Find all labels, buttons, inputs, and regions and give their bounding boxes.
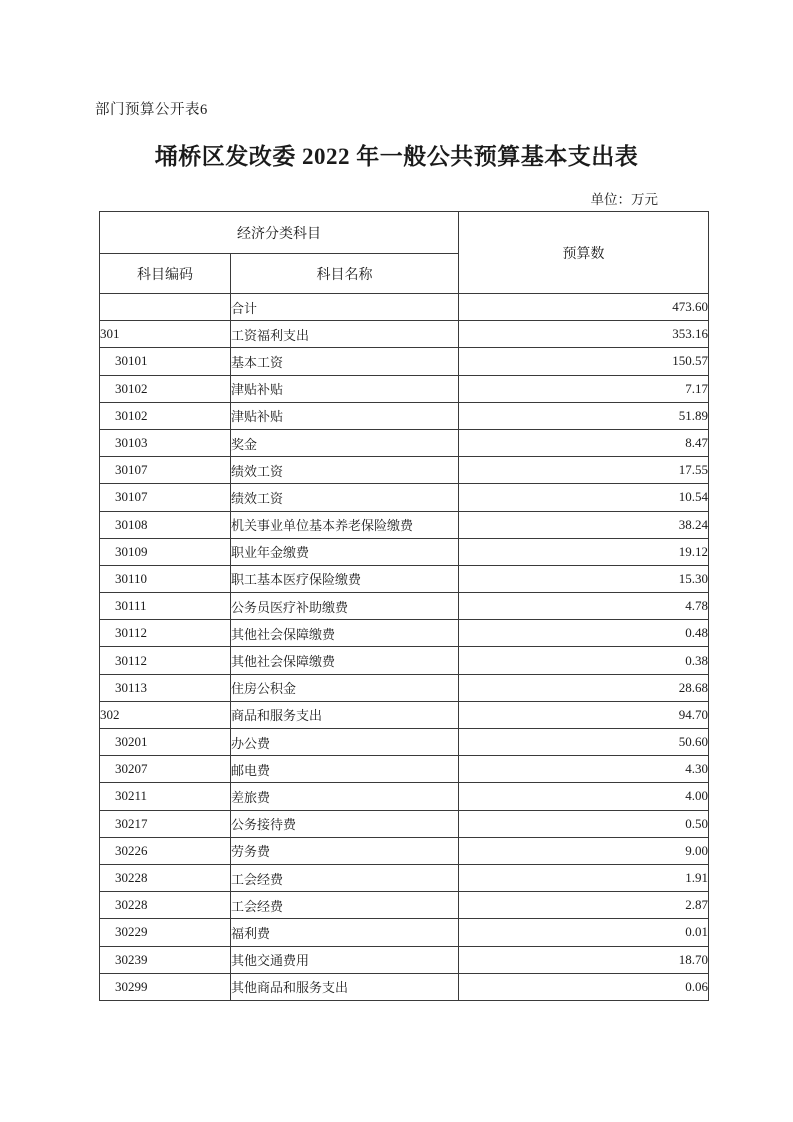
header-subject-name: 科目名称 <box>231 254 459 294</box>
table-row <box>100 701 709 728</box>
table-row <box>100 756 709 783</box>
cell-subject-name: 劳务费 <box>231 837 459 864</box>
cell-budget-value: 2.87 <box>459 892 709 919</box>
cell-budget-value: 38.24 <box>459 511 709 538</box>
cell-subject-name: 工会经费 <box>231 864 459 891</box>
cell-budget-value: 18.70 <box>459 946 709 973</box>
cell-subject-code: 30112 <box>100 620 231 647</box>
cell-budget-value: 0.06 <box>459 973 709 1000</box>
cell-subject-code: 30102 <box>100 375 231 402</box>
table-row <box>100 402 709 429</box>
doc-label: 部门预算公开表6 <box>95 102 208 118</box>
cell-subject-name: 合计 <box>231 294 459 321</box>
cell-subject-code: 30211 <box>100 783 231 810</box>
cell-budget-value: 7.17 <box>459 375 709 402</box>
cell-budget-value: 51.89 <box>459 402 709 429</box>
cell-subject-code: 301 <box>100 321 231 348</box>
table-row <box>100 538 709 565</box>
cell-budget-value: 4.00 <box>459 783 709 810</box>
cell-subject-name: 职工基本医疗保险缴费 <box>231 565 459 592</box>
page-title: 埇桥区发改委 2022 年一般公共预算基本支出表 <box>154 144 639 169</box>
cell-budget-value: 9.00 <box>459 837 709 864</box>
cell-subject-code: 30109 <box>100 538 231 565</box>
cell-subject-code: 30228 <box>100 864 231 891</box>
cell-subject-code: 30201 <box>100 729 231 756</box>
table-row <box>100 864 709 891</box>
table-row <box>100 565 709 592</box>
cell-subject-code: 30113 <box>100 674 231 701</box>
cell-budget-value: 0.48 <box>459 620 709 647</box>
table-row <box>100 783 709 810</box>
header-budget-amount: 预算数 <box>459 212 709 294</box>
header-economic-category: 经济分类科目 <box>100 212 459 254</box>
table-header <box>100 212 709 294</box>
cell-subject-name: 福利费 <box>231 919 459 946</box>
header-row-group <box>100 212 709 254</box>
table-row <box>100 511 709 538</box>
cell-budget-value: 28.68 <box>459 674 709 701</box>
cell-budget-value: 4.78 <box>459 593 709 620</box>
unit-label: 单位：万元 <box>590 192 658 207</box>
table-row <box>100 946 709 973</box>
table-row <box>100 593 709 620</box>
cell-subject-code: 302 <box>100 701 231 728</box>
cell-subject-code: 30112 <box>100 647 231 674</box>
cell-subject-name: 办公费 <box>231 729 459 756</box>
cell-subject-name: 差旅费 <box>231 783 459 810</box>
cell-budget-value: 19.12 <box>459 538 709 565</box>
cell-subject-code: 30299 <box>100 973 231 1000</box>
table-row <box>100 620 709 647</box>
table-row <box>100 647 709 674</box>
table-row <box>100 348 709 375</box>
cell-budget-value: 15.30 <box>459 565 709 592</box>
cell-subject-code <box>100 294 231 321</box>
cell-subject-name: 公务接待费 <box>231 810 459 837</box>
header-subject-code: 科目编码 <box>100 254 231 294</box>
cell-subject-name: 工资福利支出 <box>231 321 459 348</box>
table-row <box>100 837 709 864</box>
cell-subject-name: 奖金 <box>231 429 459 456</box>
cell-subject-name: 工会经费 <box>231 892 459 919</box>
cell-budget-value: 150.57 <box>459 348 709 375</box>
cell-subject-code: 30239 <box>100 946 231 973</box>
cell-budget-value: 50.60 <box>459 729 709 756</box>
cell-budget-value: 94.70 <box>459 701 709 728</box>
cell-subject-name: 其他社会保障缴费 <box>231 620 459 647</box>
cell-budget-value: 10.54 <box>459 484 709 511</box>
cell-subject-name: 公务员医疗补助缴费 <box>231 593 459 620</box>
cell-subject-code: 30111 <box>100 593 231 620</box>
cell-subject-name: 其他交通费用 <box>231 946 459 973</box>
cell-subject-code: 30107 <box>100 457 231 484</box>
cell-subject-code: 30108 <box>100 511 231 538</box>
cell-subject-code: 30207 <box>100 756 231 783</box>
cell-subject-name: 邮电费 <box>231 756 459 783</box>
cell-budget-value: 4.30 <box>459 756 709 783</box>
table-row <box>100 457 709 484</box>
cell-subject-name: 绩效工资 <box>231 484 459 511</box>
cell-budget-value: 0.01 <box>459 919 709 946</box>
table-row <box>100 973 709 1000</box>
cell-subject-name: 机关事业单位基本养老保险缴费 <box>231 511 459 538</box>
cell-subject-code: 30110 <box>100 565 231 592</box>
table-row <box>100 429 709 456</box>
cell-budget-value: 473.60 <box>459 294 709 321</box>
table-row <box>100 321 709 348</box>
budget-table <box>99 211 709 1001</box>
table-row <box>100 484 709 511</box>
table-row <box>100 375 709 402</box>
table-row <box>100 674 709 701</box>
table-row <box>100 810 709 837</box>
table-body <box>100 294 709 1001</box>
cell-subject-name: 其他商品和服务支出 <box>231 973 459 1000</box>
cell-budget-value: 0.50 <box>459 810 709 837</box>
cell-subject-name: 基本工资 <box>231 348 459 375</box>
table-row <box>100 294 709 321</box>
table-row <box>100 892 709 919</box>
cell-subject-code: 30107 <box>100 484 231 511</box>
cell-subject-name: 职业年金缴费 <box>231 538 459 565</box>
cell-subject-code: 30228 <box>100 892 231 919</box>
cell-budget-value: 8.47 <box>459 429 709 456</box>
cell-budget-value: 1.91 <box>459 864 709 891</box>
cell-subject-code: 30102 <box>100 402 231 429</box>
cell-subject-code: 30229 <box>100 919 231 946</box>
table-row <box>100 729 709 756</box>
cell-subject-name: 津贴补贴 <box>231 375 459 402</box>
cell-subject-name: 商品和服务支出 <box>231 701 459 728</box>
cell-subject-name: 绩效工资 <box>231 457 459 484</box>
cell-subject-name: 其他社会保障缴费 <box>231 647 459 674</box>
cell-subject-name: 津贴补贴 <box>231 402 459 429</box>
cell-budget-value: 353.16 <box>459 321 709 348</box>
cell-subject-code: 30103 <box>100 429 231 456</box>
cell-budget-value: 0.38 <box>459 647 709 674</box>
cell-subject-name: 住房公积金 <box>231 674 459 701</box>
cell-subject-code: 30226 <box>100 837 231 864</box>
cell-subject-code: 30101 <box>100 348 231 375</box>
cell-budget-value: 17.55 <box>459 457 709 484</box>
cell-subject-code: 30217 <box>100 810 231 837</box>
table-row <box>100 919 709 946</box>
